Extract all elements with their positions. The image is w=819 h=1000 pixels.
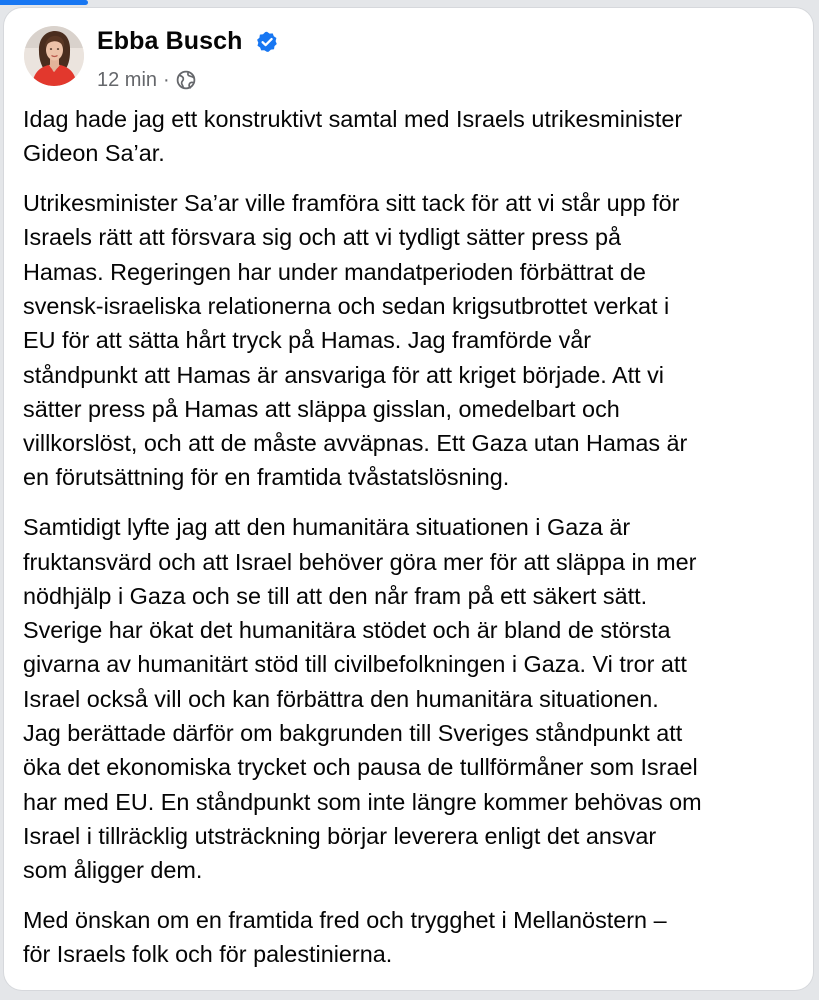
post-text-line: Sverige har ökat det humanitära stödet och är bland de största (23, 617, 671, 644)
post-text-line: en förutsättning för en framtida tvåstatslösning. (23, 464, 510, 491)
verified-badge-icon (256, 31, 278, 53)
post-text-line: Hamas. Regeringen har under mandatperioden förbättrat de (23, 258, 646, 285)
post-text-line: svensk-israeliska relationerna och sedan krigsutbrottet verkat i (23, 292, 670, 319)
post-paragraph (23, 186, 807, 495)
post-text-line: fruktansvärd och att Israel behöver göra mer för att släppa in mer (23, 548, 697, 575)
post-text-line: ståndpunkt att Hamas är ansvariga för att kriget började. Att vi (23, 361, 664, 388)
post-text-line: nödhjälp i Gaza och se till att den når fram på ett säkert sätt. (23, 582, 648, 609)
post-text-line: Med önskan om en framtida fred och trygghet i Mellanöstern – (23, 907, 667, 934)
post-paragraph (23, 510, 807, 887)
post-body (23, 102, 807, 987)
post-header (24, 26, 724, 92)
post-text-line: sätter press på Hamas att släppa gisslan, omedelbart och (23, 395, 620, 422)
post-meta (97, 66, 196, 94)
post-text-line: Israel i tillräcklig utsträckning börjar leverera enligt det ansvar (23, 822, 657, 849)
globe-icon[interactable] (176, 70, 196, 90)
post-paragraph (23, 102, 807, 171)
post-text-line: har med EU. En ståndpunkt som inte längre kommer behövas om (23, 788, 702, 815)
post-text-line: Samtidigt lyfte jag att den humanitära situationen i Gaza är (23, 514, 631, 541)
post-text-line: Israel också vill och kan förbättra den humanitära situationen. (23, 685, 659, 712)
author-name[interactable]: Ebba Busch (97, 27, 243, 55)
post-text-line: Israels rätt att försvara sig och att vi tydligt sätter press på (23, 224, 622, 251)
post-text-line: för Israels folk och för palestinierna. (23, 941, 393, 968)
loading-progress-bar (0, 0, 88, 5)
post-text-line: givarna av humanitärt stöd till civilbefolkningen i Gaza. Vi tror att (23, 651, 687, 678)
post-text-line: Idag hade jag ett konstruktivt samtal med Israels utrikesminister (23, 106, 683, 132)
post-text-line: Gideon Sa’ar. (23, 140, 165, 167)
avatar[interactable] (24, 26, 84, 86)
post-text-line: Jag berättade därför om bakgrunden till Sveriges ståndpunkt att (23, 720, 683, 747)
post-text-line: EU för att sätta hårt tryck på Hamas. Jag framförde vår (23, 327, 592, 354)
post-timestamp[interactable]: 12 min (97, 68, 158, 91)
post-text-line: Utrikesminister Sa’ar ville framföra sitt tack för att vi står upp för (23, 190, 680, 217)
meta-separator: · (163, 68, 170, 91)
post-card (4, 8, 813, 990)
post-text-line: villkorslöst, och att de måste avväpnas. Ett Gaza utan Hamas är (23, 430, 688, 457)
avatar-photo (24, 26, 84, 86)
post-paragraph (23, 903, 807, 972)
post-text-line: som åligger dem. (23, 857, 203, 884)
post-text-line: öka det ekonomiska trycket och pausa de tullförmåner som Israel (23, 754, 698, 781)
